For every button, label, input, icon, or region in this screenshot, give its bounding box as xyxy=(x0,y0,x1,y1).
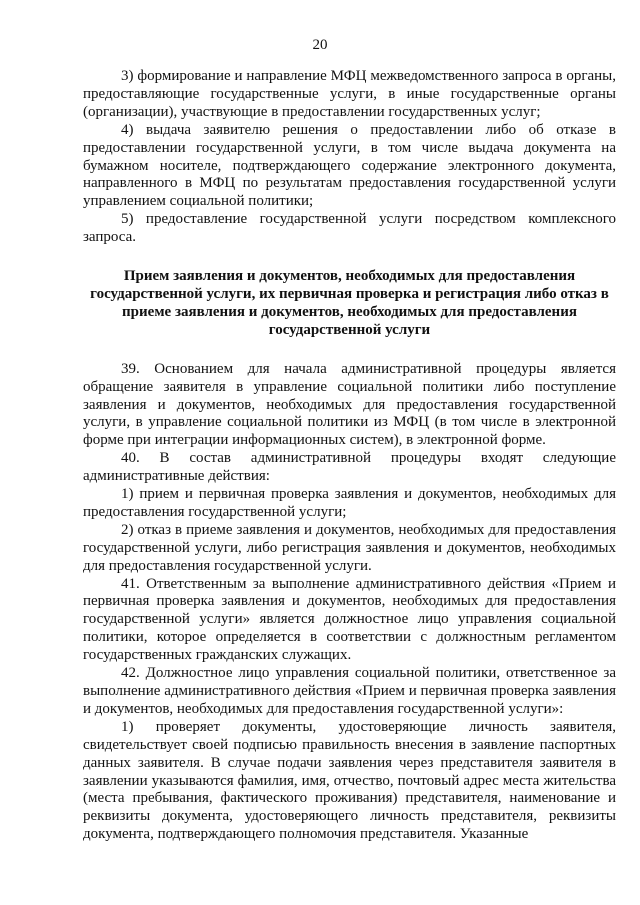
paragraph-40: 40. В состав административной процедуры входят следующие административные действия: xyxy=(83,450,616,485)
document-body xyxy=(83,68,616,844)
paragraph-item-5: 5) предоставление государственной услуги посредством комплексного запроса. xyxy=(83,211,616,246)
paragraph-40-item-1: 1) прием и первичная проверка заявления и документов, необходимых для предоставления государственной услуги; xyxy=(83,486,616,520)
paragraph-42-item-1: 1) проверяет документы, удостоверяющие личность заявителя, свидетельствует своей подписью правильность внесения в заявление паспортных данных заявителя. В случае подачи заявления через представителя заявителя в заявлении указываются фамилия, имя, отчество, почтовый адрес места жительства (места пребывания, фактического проживания) представителя, наименование и реквизиты документа, удостоверяющего личность представителя, реквизиты документа, подтверждающего полномочия представителя. Указанные xyxy=(83,718,616,843)
section-heading: Прием заявления и документов, необходимых для предоставления государственной услуги, их первичная проверка и регистрация либо отказ в приеме заявления и документов, необходимых для предоставления государственной услуги xyxy=(90,268,609,338)
paragraph-39: 39. Основанием для начала административной процедуры является обращение заявителя в управление социальной политики либо поступление заявления и документов, необходимых для предоставления государственной услуги, в управление социальной политики из МФЦ (в том числе в электронной форме при интеграции информационных систем), в электронной форме. xyxy=(83,360,616,449)
paragraph-item-3: 3) формирование и направление МФЦ межведомственного запроса в органы, предоставляющие государственные услуги, в иные государственные органы (организации), участвующие в предоставлении государственных услуг; xyxy=(83,68,616,120)
paragraph-40-item-2: 2) отказ в приеме заявления и документов, необходимых для предоставления государственной услуги, либо регистрация заявления и документов, необходимых для предоставления государственной услуги. xyxy=(83,521,616,574)
paragraph-41: 41. Ответственным за выполнение административного действия «Прием и первичная проверка заявления и документов, необходимых для предоставления государственной услуги» является должностное лицо управления социальной политики, которое определяется в соответствии с должностным регламентом государственных гражданских служащих. xyxy=(83,575,616,664)
page-number: 20 xyxy=(312,37,328,53)
paragraph-42: 42. Должностное лицо управления социальной политики, ответственное за выполнение административного действия «Прием и первичная проверка заявления и документов, необходимых для предоставления государственной услуги»: xyxy=(83,665,616,717)
paragraph-item-4: 4) выдача заявителю решения о предоставлении либо об отказе в предоставлении государственной услуги, в том числе выдача документа на бумажном носителе, подтверждающего содержание электронного документа, направленного в МФЦ по результатам предоставления государственной услуги управлением социальной политики; xyxy=(83,121,616,210)
